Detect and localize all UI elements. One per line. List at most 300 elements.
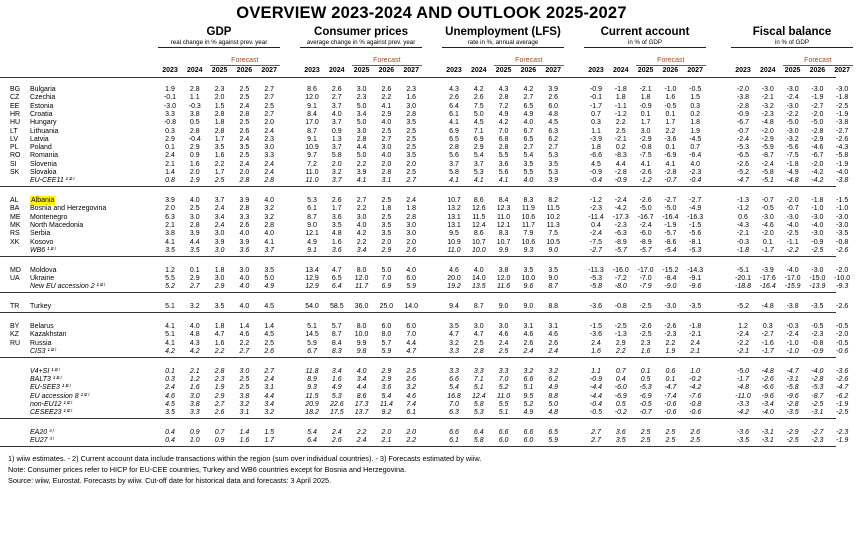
value-cell: -1.7 [761, 347, 774, 355]
country-code: HU [10, 119, 21, 127]
value-cell: 1.8 [406, 205, 417, 213]
value-cell: 3.2 [523, 367, 534, 375]
year-header: 2024 [760, 67, 776, 74]
value-cell: 2.7 [264, 86, 275, 93]
country-name: EU-CEE11 ¹⁾²⁾ [30, 177, 74, 185]
value-cell: 1.8 [214, 322, 225, 330]
value-cell: -5.0 [786, 119, 799, 127]
value-cell: 2.8 [189, 86, 200, 93]
value-cell: 2.5 [406, 135, 417, 143]
country-name: New EU accession 2 ¹⁾²⁾ [30, 283, 105, 291]
value-cell: 20.9 [305, 400, 319, 408]
value-cell: 2.7 [264, 110, 275, 118]
value-cell: -1.9 [836, 160, 849, 168]
value-cell: 6.4 [331, 283, 342, 291]
value-cell: -5.2 [736, 303, 750, 311]
value-cell: 2.4 [214, 205, 225, 213]
value-cell: -3.1 [761, 437, 774, 445]
value-cell: -11.4 [588, 213, 604, 221]
value-cell: -3.6 [736, 428, 750, 436]
value-cell: 6.9 [381, 283, 392, 291]
value-cell: -0.8 [811, 339, 824, 347]
country-name: Moldova [30, 266, 57, 274]
value-cell: 5.0 [356, 102, 367, 110]
value-cell: 2.8 [264, 177, 275, 185]
value-cell: -4.0 [786, 266, 799, 274]
value-cell: 2.5 [665, 428, 676, 436]
value-cell: 3.7 [331, 102, 342, 110]
value-cell: 5.0 [381, 266, 392, 274]
value-cell: 3.5 [189, 246, 200, 254]
value-cell: 4.9 [331, 384, 342, 392]
value-cell: 3.7 [331, 144, 342, 152]
value-cell: -6.3 [614, 230, 627, 238]
value-cell: -1.9 [836, 400, 849, 408]
value-cell: 2.5 [381, 127, 392, 135]
value-cell: 9.3 [523, 246, 534, 254]
value-cell: 6.9 [473, 135, 484, 143]
value-cell: 1.8 [640, 94, 651, 102]
group-rule [300, 47, 422, 48]
value-cell: 9.0 [548, 275, 559, 282]
value-cell: -4.0 [836, 169, 849, 176]
value-cell: 0.5 [189, 119, 200, 127]
value-cell: 12.1 [496, 222, 511, 229]
value-cell: 1.5 [214, 102, 225, 110]
value-cell: 2.2 [214, 347, 225, 355]
value-cell: 2.7 [189, 283, 200, 291]
value-cell: 7.1 [473, 375, 484, 383]
value-cell: -3.0 [786, 127, 799, 135]
value-cell: 4.9 [523, 110, 534, 118]
value-cell: -3.0 [664, 303, 677, 311]
value-cell: 3.4 [356, 246, 367, 254]
value-cell: -0.2 [614, 409, 627, 417]
header-rule [0, 77, 836, 78]
value-cell: 4.0 [239, 230, 250, 238]
country-name: EU accession 8 ¹⁾²⁾ [30, 392, 89, 400]
value-cell: 3.4 [331, 367, 342, 375]
value-cell: -1.2 [736, 205, 750, 213]
value-cell: -0.4 [589, 177, 603, 185]
value-cell: 2.0 [264, 119, 275, 127]
value-cell: 4.1 [640, 160, 651, 168]
year-header: 2023 [588, 67, 604, 74]
value-cell: 1.6 [406, 94, 417, 102]
value-cell: 1.4 [264, 322, 275, 330]
value-cell: 2.4 [239, 160, 250, 168]
value-cell: 36.0 [354, 303, 369, 311]
value-cell: 2.8 [189, 222, 200, 229]
value-cell: -2.3 [836, 428, 849, 436]
value-cell: 2.5 [473, 339, 484, 347]
value-cell: -5.0 [639, 205, 652, 213]
value-cell: -2.6 [736, 160, 750, 168]
value-cell: 3.3 [449, 367, 459, 375]
value-cell: -1.8 [689, 322, 702, 330]
value-cell: -8.3 [614, 152, 627, 160]
value-cell: 1.6 [189, 160, 200, 168]
value-cell: 10.2 [546, 213, 560, 221]
value-cell: 8.7 [473, 303, 484, 311]
value-cell: 1.4 [239, 428, 250, 436]
value-cell: -2.8 [664, 169, 677, 176]
table-row [0, 436, 863, 445]
value-cell: 3.2 [239, 400, 250, 408]
value-cell: -3.9 [761, 266, 774, 274]
value-cell: 5.2 [498, 384, 509, 392]
value-cell: 6.5 [523, 135, 534, 143]
year-header: 2027 [403, 67, 419, 74]
value-cell: 9.8 [356, 347, 367, 355]
value-cell: -2.0 [836, 266, 849, 274]
value-cell: 2.8 [498, 144, 509, 152]
value-cell: -8.4 [664, 275, 677, 282]
value-cell: 5.3 [548, 152, 559, 160]
value-cell: 3.3 [165, 110, 175, 118]
value-cell: -9.6 [786, 392, 799, 400]
value-cell: -4.5 [689, 135, 702, 143]
value-cell: 6.5 [548, 428, 559, 436]
value-cell: 2.4 [264, 375, 275, 383]
value-cell: 2.1 [165, 160, 175, 168]
value-cell: 3.9 [356, 169, 367, 176]
country-name: non-EU12 ¹⁾²⁾ [30, 400, 72, 408]
value-cell: -5.6 [786, 144, 799, 152]
value-cell: -2.2 [786, 110, 799, 118]
value-cell: 5.6 [449, 152, 459, 160]
value-cell: 8.0 [356, 322, 367, 330]
value-cell: 0.4 [165, 428, 175, 436]
value-cell: -4.7 [786, 367, 799, 375]
value-cell: 3.5 [165, 246, 175, 254]
value-cell: 6.5 [523, 102, 534, 110]
value-cell: -0.4 [188, 135, 201, 143]
value-cell: 7.5 [473, 102, 484, 110]
value-cell: 12.6 [471, 205, 486, 213]
value-cell: -4.2 [736, 409, 750, 417]
value-cell: 12.4 [471, 392, 486, 400]
footnote-line: Source: wiiw, Eurostat. Forecasts by wiiw. Cut-off date for historical data and forecasts: 3 April 2025. [8, 476, 332, 485]
value-cell: 4.1 [264, 238, 275, 246]
value-cell: 1.8 [690, 119, 701, 127]
value-cell: -5.8 [761, 169, 774, 176]
value-cell: 13.1 [447, 222, 461, 229]
country-code: RU [10, 339, 21, 347]
value-cell: -6.0 [614, 384, 627, 392]
value-cell: -0.5 [664, 102, 677, 110]
value-cell: -6.9 [664, 152, 677, 160]
value-cell: -1.3 [736, 197, 750, 205]
value-cell: 2.5 [640, 428, 651, 436]
value-cell: -16.3 [687, 213, 704, 221]
value-cell: 17.3 [354, 400, 369, 408]
value-cell: 4.6 [523, 331, 534, 339]
value-cell: -1.2 [589, 197, 603, 205]
value-cell: -17.3 [612, 213, 629, 221]
value-cell: 4.8 [331, 230, 342, 238]
value-cell: 3.5 [381, 230, 392, 238]
country-code: MK [10, 222, 21, 229]
value-cell: -1.8 [811, 197, 824, 205]
value-cell: 4.5 [548, 119, 559, 127]
value-cell: 3.5 [548, 266, 559, 274]
value-cell: -2.7 [689, 197, 702, 205]
value-cell: -7.5 [786, 152, 799, 160]
value-cell: -5.0 [736, 367, 750, 375]
year-header: 2025 [637, 67, 654, 74]
value-cell: 2.6 [214, 409, 225, 417]
section-rule [0, 312, 836, 313]
value-cell: -3.4 [761, 400, 774, 408]
value-cell: 1.0 [189, 437, 200, 445]
value-cell: 0.9 [189, 152, 200, 160]
country-name: Turkey [30, 303, 52, 311]
value-cell: -3.9 [589, 135, 603, 143]
value-cell: -0.7 [736, 127, 750, 135]
group-header-consumer-prices [294, 26, 428, 47]
value-cell: 3.4 [356, 375, 367, 383]
country-code: BY [10, 322, 20, 330]
value-cell: -2.6 [761, 375, 774, 383]
value-cell: 0.3 [165, 127, 175, 135]
country-code: TR [10, 303, 20, 311]
value-cell: 2.3 [264, 135, 275, 143]
value-cell: 4.1 [449, 177, 459, 185]
value-cell: 3.0 [239, 266, 250, 274]
value-cell: -4.0 [761, 409, 774, 417]
value-cell: 2.6 [548, 94, 559, 102]
value-cell: 5.2 [165, 283, 175, 291]
value-cell: 2.8 [264, 222, 275, 229]
value-cell: 10.7 [496, 238, 511, 246]
value-cell: -2.4 [786, 94, 799, 102]
value-cell: 11.3 [546, 222, 560, 229]
value-cell: -4.2 [811, 169, 824, 176]
value-cell: 5.8 [473, 400, 484, 408]
value-cell: 4.2 [189, 347, 200, 355]
value-cell: 4.1 [165, 339, 175, 347]
value-cell: -2.9 [761, 135, 774, 143]
value-cell: 4.0 [356, 367, 367, 375]
value-cell: 2.6 [239, 127, 250, 135]
value-cell: 5.5 [498, 152, 509, 160]
value-cell: 8.7 [307, 127, 317, 135]
value-cell: 6.3 [449, 409, 459, 417]
value-cell: 9.1 [307, 102, 317, 110]
value-cell: 8.7 [307, 213, 317, 221]
value-cell: 9.5 [523, 392, 534, 400]
value-cell: 4.3 [498, 86, 509, 93]
value-cell: -15.2 [662, 266, 679, 274]
year-header: 2024 [187, 67, 203, 74]
value-cell: 2.3 [214, 86, 225, 93]
value-cell: 1.8 [591, 144, 601, 152]
value-cell: 2.5 [406, 144, 417, 152]
country-name: Bulgaria [30, 86, 56, 93]
value-cell: 9.3 [307, 384, 317, 392]
value-cell: 4.0 [523, 177, 534, 185]
value-cell: -2.7 [811, 102, 824, 110]
year-header: 2024 [329, 67, 345, 74]
year-header: 2023 [735, 67, 751, 74]
group-title: Current account [600, 26, 690, 38]
country-code: SI [10, 160, 17, 168]
value-cell: -2.8 [736, 102, 750, 110]
value-cell: 8.2 [548, 197, 559, 205]
value-cell: -20.1 [735, 275, 751, 282]
country-name: EU-SEE3 ¹⁾²⁾ [30, 384, 71, 392]
value-cell: -1.8 [836, 94, 849, 102]
value-cell: 4.6 [498, 331, 509, 339]
value-cell: -5.3 [589, 275, 603, 282]
value-cell: -2.3 [664, 331, 677, 339]
value-cell: 2.0 [331, 160, 342, 168]
value-cell: 22.6 [329, 400, 344, 408]
value-cell: 2.7 [356, 197, 367, 205]
value-cell: 2.0 [214, 94, 225, 102]
value-cell: 4.1 [165, 322, 175, 330]
group-header-current-account [578, 26, 712, 47]
value-cell: 3.6 [498, 160, 509, 168]
value-cell: -2.9 [786, 428, 799, 436]
value-cell: -0.5 [689, 86, 702, 93]
value-cell: 1.6 [591, 347, 601, 355]
value-cell: 6.1 [307, 205, 317, 213]
value-cell: 1.9 [165, 86, 175, 93]
value-cell: 11.5 [472, 213, 486, 221]
value-cell: -6.6 [761, 384, 774, 392]
highlighted-country-name: Albania [31, 197, 55, 205]
value-cell: 3.5 [214, 303, 225, 311]
value-cell: 2.4 [548, 347, 559, 355]
value-cell: 4.4 [264, 392, 275, 400]
value-cell: 2.6 [548, 339, 559, 347]
value-cell: 1.0 [690, 367, 701, 375]
value-cell: 5.9 [548, 437, 559, 445]
page-title: OVERVIEW 2023-2024 AND OUTLOOK 2025-2027 [236, 4, 627, 22]
value-cell: 2.3 [214, 375, 225, 383]
value-cell: -2.6 [639, 197, 652, 205]
value-cell: 2.0 [239, 169, 250, 176]
value-cell: -0.3 [188, 102, 201, 110]
value-cell: 3.0 [189, 392, 200, 400]
value-cell: 14.5 [305, 331, 319, 339]
value-cell: 2.2 [214, 160, 225, 168]
value-cell: -4.8 [736, 384, 750, 392]
value-cell: -2.2 [786, 246, 799, 254]
value-cell: 2.8 [498, 94, 509, 102]
value-cell: 3.5 [449, 322, 459, 330]
value-cell: 4.0 [331, 110, 342, 118]
value-cell: 9.1 [307, 135, 317, 143]
value-cell: 6.1 [449, 110, 459, 118]
value-cell: 5.5 [523, 169, 534, 176]
year-header: 2027 [545, 67, 561, 74]
value-cell: -1.5 [836, 197, 849, 205]
year-header: 2027 [687, 67, 703, 74]
value-cell: -8.9 [614, 238, 627, 246]
value-cell: 2.5 [381, 197, 392, 205]
value-cell: -1.0 [786, 347, 799, 355]
value-cell: 4.5 [473, 119, 484, 127]
value-cell: 4.6 [165, 392, 175, 400]
group-rule [158, 47, 280, 48]
value-cell: 3.1 [264, 384, 275, 392]
value-cell: 3.2 [406, 384, 417, 392]
value-cell: -3.2 [761, 102, 774, 110]
value-cell: -3.0 [761, 86, 774, 93]
value-cell: -2.8 [811, 375, 824, 383]
value-cell: -3.0 [786, 213, 799, 221]
value-cell: 3.5 [214, 144, 225, 152]
value-cell: -0.8 [639, 144, 652, 152]
value-cell: -2.1 [736, 230, 750, 238]
value-cell: 1.7 [665, 119, 676, 127]
value-cell: 3.0 [214, 246, 225, 254]
country-code: CZ [10, 94, 20, 102]
value-cell: 4.0 [264, 197, 275, 205]
country-name: Russia [30, 339, 52, 347]
value-cell: -3.0 [836, 222, 849, 229]
value-cell: -3.6 [836, 367, 849, 375]
value-cell: 5.1 [498, 409, 509, 417]
value-cell: 5.1 [165, 303, 175, 311]
country-code: HR [10, 110, 21, 118]
value-cell: 1.6 [331, 375, 342, 383]
table-row [0, 302, 863, 311]
value-cell: -7.4 [664, 392, 677, 400]
country-code: UA [10, 275, 20, 282]
value-cell: 4.0 [239, 275, 250, 282]
value-cell: 2.4 [165, 152, 175, 160]
value-cell: 2.3 [406, 86, 417, 93]
value-cell: -5.3 [736, 144, 750, 152]
value-cell: -2.3 [689, 169, 702, 176]
value-cell: -0.6 [836, 347, 849, 355]
value-cell: 2.3 [356, 94, 367, 102]
group-subtitle: average change in % against prev. year [306, 39, 416, 46]
country-name: Kosovo [30, 238, 54, 246]
value-cell: 0.1 [665, 110, 676, 118]
value-cell: 2.7 [406, 177, 417, 185]
country-name: Czechia [30, 94, 56, 102]
value-cell: -2.7 [664, 197, 677, 205]
value-cell: -17.6 [759, 275, 776, 282]
value-cell: 6.6 [498, 428, 509, 436]
value-cell: -10.0 [834, 275, 851, 282]
value-cell: -1.8 [614, 86, 627, 93]
value-cell: 9.5 [449, 230, 459, 238]
group-title: Unemployment (LFS) [445, 26, 561, 38]
value-cell: 2.0 [189, 169, 200, 176]
value-cell: 5.4 [381, 392, 392, 400]
value-cell: 1.6 [665, 94, 676, 102]
forecast-label: Forecast [804, 57, 832, 64]
value-cell: 7.0 [406, 331, 417, 339]
value-cell: -0.5 [761, 205, 774, 213]
value-cell: 6.7 [523, 127, 534, 135]
value-cell: 5.3 [473, 169, 484, 176]
value-cell: 2.5 [239, 86, 250, 93]
value-cell: 1.1 [591, 367, 601, 375]
value-cell: 2.4 [239, 102, 250, 110]
value-cell: 3.3 [189, 409, 200, 417]
value-cell: 12.9 [305, 275, 319, 282]
value-cell: -0.8 [163, 119, 177, 127]
value-cell: -7.5 [639, 152, 652, 160]
value-cell: 0.4 [165, 437, 175, 445]
